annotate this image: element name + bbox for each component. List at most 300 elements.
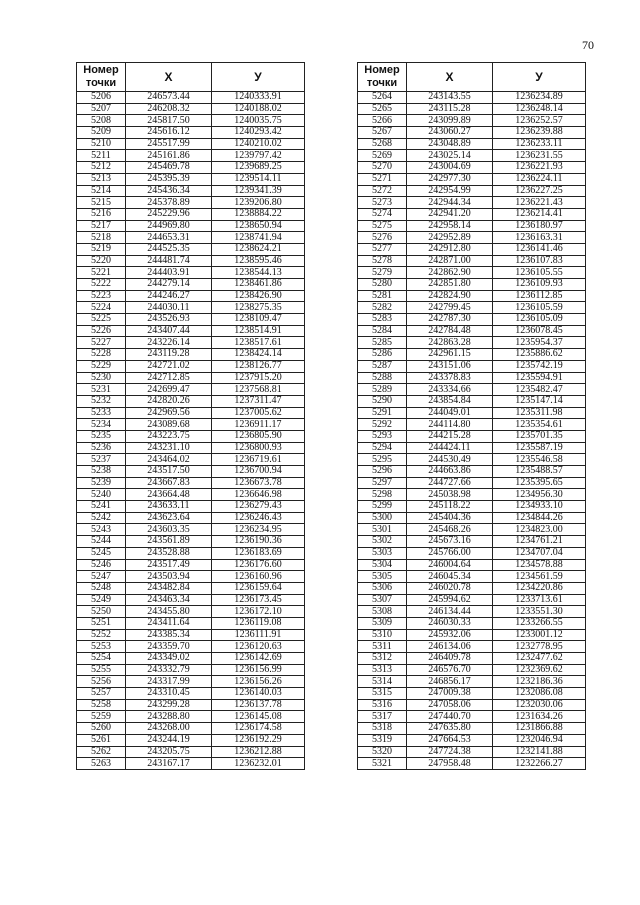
cell-point-number: 5276 (358, 232, 407, 244)
cell-point-number: 5270 (358, 162, 407, 174)
table-row (77, 407, 305, 419)
cell-x: 243231.10 (126, 442, 212, 454)
table-row (77, 360, 305, 372)
header-point-number: Номер точки (358, 63, 407, 92)
table-row (77, 173, 305, 185)
cell-x: 242824.90 (407, 290, 493, 302)
table-row (358, 688, 586, 700)
cell-x: 247440.70 (407, 711, 493, 723)
table-row (77, 524, 305, 536)
cell-x: 246576.70 (407, 664, 493, 676)
cell-x: 242712.85 (126, 372, 212, 384)
cell-y: 1236719.61 (212, 454, 305, 466)
table-row (358, 103, 586, 115)
cell-y: 1238424.14 (212, 349, 305, 361)
cell-point-number: 5318 (358, 723, 407, 735)
cell-x: 245038.98 (407, 489, 493, 501)
cell-x: 242699.47 (126, 384, 212, 396)
cell-x: 243561.89 (126, 536, 212, 548)
cell-point-number: 5298 (358, 489, 407, 501)
cell-point-number: 5210 (77, 138, 126, 150)
cell-x: 243025.14 (407, 150, 493, 162)
cell-point-number: 5227 (77, 337, 126, 349)
table-row (77, 138, 305, 150)
cell-y: 1236105.55 (493, 267, 586, 279)
table-row (77, 676, 305, 688)
cell-x: 243603.35 (126, 524, 212, 536)
cell-x: 243268.00 (126, 723, 212, 735)
cell-x: 243167.17 (126, 758, 212, 770)
table-row (77, 115, 305, 127)
cell-x: 244403.91 (126, 267, 212, 279)
cell-y: 1236119.08 (212, 617, 305, 629)
cell-point-number: 5256 (77, 676, 126, 688)
cell-y: 1236183.69 (212, 547, 305, 559)
cell-y: 1236224.11 (493, 173, 586, 185)
cell-x: 243503.94 (126, 571, 212, 583)
table-row (358, 430, 586, 442)
cell-y: 1232266.27 (493, 758, 586, 770)
table-row (358, 220, 586, 232)
cell-y: 1236142.69 (212, 653, 305, 665)
cell-y: 1235594.91 (493, 372, 586, 384)
cell-x: 243004.69 (407, 162, 493, 174)
cell-y: 1233266.55 (493, 617, 586, 629)
cell-point-number: 5224 (77, 302, 126, 314)
cell-x: 244424.11 (407, 442, 493, 454)
cell-x: 245994.62 (407, 594, 493, 606)
table-row (77, 372, 305, 384)
header-y: У (493, 63, 586, 92)
cell-y: 1234933.10 (493, 501, 586, 513)
cell-point-number: 5302 (358, 536, 407, 548)
cell-x: 242941.20 (407, 208, 493, 220)
cell-y: 1236078.45 (493, 325, 586, 337)
table-row (77, 395, 305, 407)
cell-point-number: 5245 (77, 547, 126, 559)
cell-y: 1236252.57 (493, 115, 586, 127)
cell-x: 244530.49 (407, 454, 493, 466)
table-row (358, 746, 586, 758)
cell-y: 1231866.88 (493, 723, 586, 735)
cell-point-number: 5253 (77, 641, 126, 653)
cell-y: 1238595.46 (212, 255, 305, 267)
cell-point-number: 5308 (358, 606, 407, 618)
cell-x: 242787.30 (407, 314, 493, 326)
cell-x: 247009.38 (407, 688, 493, 700)
cell-point-number: 5307 (358, 594, 407, 606)
cell-x: 244653.31 (126, 232, 212, 244)
cell-x: 243464.02 (126, 454, 212, 466)
cell-x: 246030.33 (407, 617, 493, 629)
cell-y: 1237568.81 (212, 384, 305, 396)
cell-y: 1231634.26 (493, 711, 586, 723)
cell-point-number: 5262 (77, 746, 126, 758)
cell-point-number: 5235 (77, 430, 126, 442)
cell-y: 1236673.78 (212, 477, 305, 489)
cell-y: 1238624.21 (212, 243, 305, 255)
table-row (358, 208, 586, 220)
cell-y: 1235488.57 (493, 466, 586, 478)
cell-point-number: 5321 (358, 758, 407, 770)
cell-y: 1236107.83 (493, 255, 586, 267)
table-row (77, 653, 305, 665)
cell-point-number: 5260 (77, 723, 126, 735)
table-row (358, 360, 586, 372)
cell-y: 1236646.98 (212, 489, 305, 501)
table-row (77, 734, 305, 746)
cell-point-number: 5220 (77, 255, 126, 267)
cell-x: 242969.56 (126, 407, 212, 419)
cell-x: 243115.28 (407, 103, 493, 115)
cell-y: 1236180.97 (493, 220, 586, 232)
cell-y: 1239514.11 (212, 173, 305, 185)
cell-x: 242977.30 (407, 173, 493, 185)
cell-x: 244969.80 (126, 220, 212, 232)
table-row (77, 208, 305, 220)
cell-y: 1236174.58 (212, 723, 305, 735)
cell-y: 1235395.65 (493, 477, 586, 489)
cell-y: 1237005.62 (212, 407, 305, 419)
cell-x: 245118.22 (407, 501, 493, 513)
table-row (358, 734, 586, 746)
cell-point-number: 5228 (77, 349, 126, 361)
cell-x: 243407.44 (126, 325, 212, 337)
cell-point-number: 5229 (77, 360, 126, 372)
cell-x: 243048.89 (407, 138, 493, 150)
cell-y: 1238514.91 (212, 325, 305, 337)
cell-y: 1236109.93 (493, 279, 586, 291)
cell-x: 242862.90 (407, 267, 493, 279)
cell-x: 245468.26 (407, 524, 493, 536)
cell-y: 1236137.78 (212, 699, 305, 711)
table-row (358, 185, 586, 197)
table-row (77, 92, 305, 104)
cell-x: 247958.48 (407, 758, 493, 770)
cell-x: 244049.01 (407, 407, 493, 419)
cell-point-number: 5297 (358, 477, 407, 489)
table-row (77, 477, 305, 489)
cell-point-number: 5279 (358, 267, 407, 279)
cell-point-number: 5303 (358, 547, 407, 559)
cell-y: 1240293.42 (212, 127, 305, 139)
cell-y: 1236279.43 (212, 501, 305, 513)
table-body-left (77, 92, 305, 770)
cell-point-number: 5268 (358, 138, 407, 150)
cell-x: 242799.45 (407, 302, 493, 314)
cell-point-number: 5277 (358, 243, 407, 255)
table-row (77, 711, 305, 723)
cell-point-number: 5248 (77, 582, 126, 594)
table-row (77, 641, 305, 653)
cell-y: 1240035.75 (212, 115, 305, 127)
cell-point-number: 5288 (358, 372, 407, 384)
cell-point-number: 5284 (358, 325, 407, 337)
cell-x: 247635.80 (407, 723, 493, 735)
cell-point-number: 5214 (77, 185, 126, 197)
cell-point-number: 5240 (77, 489, 126, 501)
table-row (358, 524, 586, 536)
table-row (77, 290, 305, 302)
table-row (358, 243, 586, 255)
table-row (77, 582, 305, 594)
cell-point-number: 5239 (77, 477, 126, 489)
cell-y: 1236234.89 (493, 92, 586, 104)
table-row (358, 489, 586, 501)
table-row (358, 325, 586, 337)
table-row (77, 571, 305, 583)
cell-y: 1236911.17 (212, 419, 305, 431)
cell-x: 246573.44 (126, 92, 212, 104)
table-row (77, 103, 305, 115)
cell-y: 1236221.43 (493, 197, 586, 209)
cell-y: 1235587.19 (493, 442, 586, 454)
table-row (77, 512, 305, 524)
table-row (77, 430, 305, 442)
cell-x: 244727.66 (407, 477, 493, 489)
cell-x: 245932.06 (407, 629, 493, 641)
cell-point-number: 5231 (77, 384, 126, 396)
cell-y: 1234578.88 (493, 559, 586, 571)
cell-point-number: 5234 (77, 419, 126, 431)
cell-x: 244481.74 (126, 255, 212, 267)
table-row (358, 267, 586, 279)
cell-x: 242961.15 (407, 349, 493, 361)
table-row (358, 571, 586, 583)
table-row (358, 536, 586, 548)
cell-y: 1235354.61 (493, 419, 586, 431)
table-row (77, 127, 305, 139)
cell-x: 243334.66 (407, 384, 493, 396)
cell-point-number: 5226 (77, 325, 126, 337)
header-point-number: Номер точки (77, 63, 126, 92)
table-row (358, 582, 586, 594)
cell-point-number: 5309 (358, 617, 407, 629)
cell-x: 245517.99 (126, 138, 212, 150)
cell-y: 1232046.94 (493, 734, 586, 746)
table-row (358, 466, 586, 478)
cell-y: 1235147.14 (493, 395, 586, 407)
cell-y: 1236700.94 (212, 466, 305, 478)
cell-x: 243089.68 (126, 419, 212, 431)
cell-y: 1236120.63 (212, 641, 305, 653)
cell-y: 1236800.93 (212, 442, 305, 454)
cell-y: 1236105.09 (493, 314, 586, 326)
coordinates-table-left (76, 62, 305, 770)
coordinates-table-right (357, 62, 586, 770)
cell-point-number: 5221 (77, 267, 126, 279)
cell-x: 242820.26 (126, 395, 212, 407)
header-x: X (126, 63, 212, 92)
cell-point-number: 5282 (358, 302, 407, 314)
table-row (358, 723, 586, 735)
cell-point-number: 5217 (77, 220, 126, 232)
cell-point-number: 5230 (77, 372, 126, 384)
cell-x: 242721.02 (126, 360, 212, 372)
table-row (358, 594, 586, 606)
cell-point-number: 5275 (358, 220, 407, 232)
cell-point-number: 5301 (358, 524, 407, 536)
cell-x: 243205.75 (126, 746, 212, 758)
cell-point-number: 5290 (358, 395, 407, 407)
cell-y: 1236156.26 (212, 676, 305, 688)
cell-point-number: 5266 (358, 115, 407, 127)
cell-point-number: 5272 (358, 185, 407, 197)
cell-x: 242784.48 (407, 325, 493, 337)
table-row (77, 384, 305, 396)
cell-point-number: 5243 (77, 524, 126, 536)
cell-y: 1232141.88 (493, 746, 586, 758)
cell-point-number: 5280 (358, 279, 407, 291)
cell-point-number: 5259 (77, 711, 126, 723)
cell-y: 1234561.59 (493, 571, 586, 583)
cell-x: 243385.34 (126, 629, 212, 641)
cell-x: 242944.34 (407, 197, 493, 209)
table-row (77, 594, 305, 606)
cell-point-number: 5285 (358, 337, 407, 349)
table-row (77, 302, 305, 314)
table-row (358, 337, 586, 349)
cell-point-number: 5219 (77, 243, 126, 255)
cell-x: 243099.89 (407, 115, 493, 127)
cell-x: 243359.70 (126, 641, 212, 653)
cell-x: 246856.17 (407, 676, 493, 688)
cell-y: 1239206.80 (212, 197, 305, 209)
cell-point-number: 5209 (77, 127, 126, 139)
cell-point-number: 5293 (358, 430, 407, 442)
cell-point-number: 5237 (77, 454, 126, 466)
cell-x: 243664.48 (126, 489, 212, 501)
table-row (358, 442, 586, 454)
table-row (77, 699, 305, 711)
cell-x: 244663.86 (407, 466, 493, 478)
cell-y: 1234220.86 (493, 582, 586, 594)
cell-point-number: 5286 (358, 349, 407, 361)
cell-y: 1235546.58 (493, 454, 586, 466)
cell-x: 243455.80 (126, 606, 212, 618)
cell-y: 1240188.02 (212, 103, 305, 115)
table-row (77, 501, 305, 513)
cell-x: 243060.27 (407, 127, 493, 139)
cell-x: 247664.53 (407, 734, 493, 746)
table-row (358, 501, 586, 513)
cell-point-number: 5316 (358, 699, 407, 711)
cell-point-number: 5212 (77, 162, 126, 174)
cell-x: 246134.44 (407, 606, 493, 618)
cell-y: 1236227.25 (493, 185, 586, 197)
table-row (77, 688, 305, 700)
table-row (77, 723, 305, 735)
cell-y: 1238275.35 (212, 302, 305, 314)
cell-y: 1239341.39 (212, 185, 305, 197)
cell-x: 243226.14 (126, 337, 212, 349)
cell-x: 244215.28 (407, 430, 493, 442)
cell-x: 244114.80 (407, 419, 493, 431)
cell-point-number: 5283 (358, 314, 407, 326)
table-row (77, 617, 305, 629)
table-row (77, 536, 305, 548)
cell-point-number: 5247 (77, 571, 126, 583)
table-row (358, 407, 586, 419)
cell-y: 1236246.43 (212, 512, 305, 524)
cell-point-number: 5312 (358, 653, 407, 665)
cell-x: 243244.19 (126, 734, 212, 746)
cell-point-number: 5281 (358, 290, 407, 302)
cell-x: 243667.83 (126, 477, 212, 489)
table-row (77, 220, 305, 232)
cell-y: 1232086.08 (493, 688, 586, 700)
cell-y: 1236105.59 (493, 302, 586, 314)
cell-point-number: 5232 (77, 395, 126, 407)
cell-x: 242952.89 (407, 232, 493, 244)
cell-y: 1232186.36 (493, 676, 586, 688)
cell-point-number: 5278 (358, 255, 407, 267)
table-row (77, 746, 305, 758)
cell-point-number: 5246 (77, 559, 126, 571)
table-row (358, 419, 586, 431)
cell-y: 1236172.10 (212, 606, 305, 618)
cell-point-number: 5304 (358, 559, 407, 571)
cell-point-number: 5255 (77, 664, 126, 676)
table-row (358, 115, 586, 127)
cell-point-number: 5310 (358, 629, 407, 641)
cell-y: 1233713.61 (493, 594, 586, 606)
cell-y: 1238461.86 (212, 279, 305, 291)
cell-x: 242851.80 (407, 279, 493, 291)
cell-x: 243526.93 (126, 314, 212, 326)
cell-y: 1236141.46 (493, 243, 586, 255)
table-row (77, 197, 305, 209)
cell-y: 1233551.30 (493, 606, 586, 618)
cell-x: 245766.00 (407, 547, 493, 559)
cell-point-number: 5306 (358, 582, 407, 594)
cell-y: 1235701.35 (493, 430, 586, 442)
cell-point-number: 5271 (358, 173, 407, 185)
cell-y: 1234844.26 (493, 512, 586, 524)
table-row (358, 255, 586, 267)
cell-y: 1234956.30 (493, 489, 586, 501)
cell-y: 1239797.42 (212, 150, 305, 162)
cell-x: 242954.99 (407, 185, 493, 197)
cell-point-number: 5222 (77, 279, 126, 291)
cell-x: 243332.79 (126, 664, 212, 676)
cell-x: 243517.49 (126, 559, 212, 571)
cell-y: 1239689.25 (212, 162, 305, 174)
cell-point-number: 5313 (358, 664, 407, 676)
table-row (358, 699, 586, 711)
cell-y: 1236140.03 (212, 688, 305, 700)
cell-x: 245469.78 (126, 162, 212, 174)
cell-point-number: 5273 (358, 197, 407, 209)
cell-x: 246045.34 (407, 571, 493, 583)
cell-y: 1235954.37 (493, 337, 586, 349)
table-body-right (358, 92, 586, 770)
table-row (358, 197, 586, 209)
cell-x: 245378.89 (126, 197, 212, 209)
header-y: У (212, 63, 305, 92)
cell-point-number: 5208 (77, 115, 126, 127)
cell-point-number: 5274 (358, 208, 407, 220)
cell-point-number: 5311 (358, 641, 407, 653)
cell-point-number: 5299 (358, 501, 407, 513)
cell-point-number: 5207 (77, 103, 126, 115)
table-row (77, 489, 305, 501)
cell-x: 243463.34 (126, 594, 212, 606)
cell-y: 1236192.29 (212, 734, 305, 746)
table-row (77, 349, 305, 361)
table-row (358, 92, 586, 104)
cell-y: 1235886.62 (493, 349, 586, 361)
